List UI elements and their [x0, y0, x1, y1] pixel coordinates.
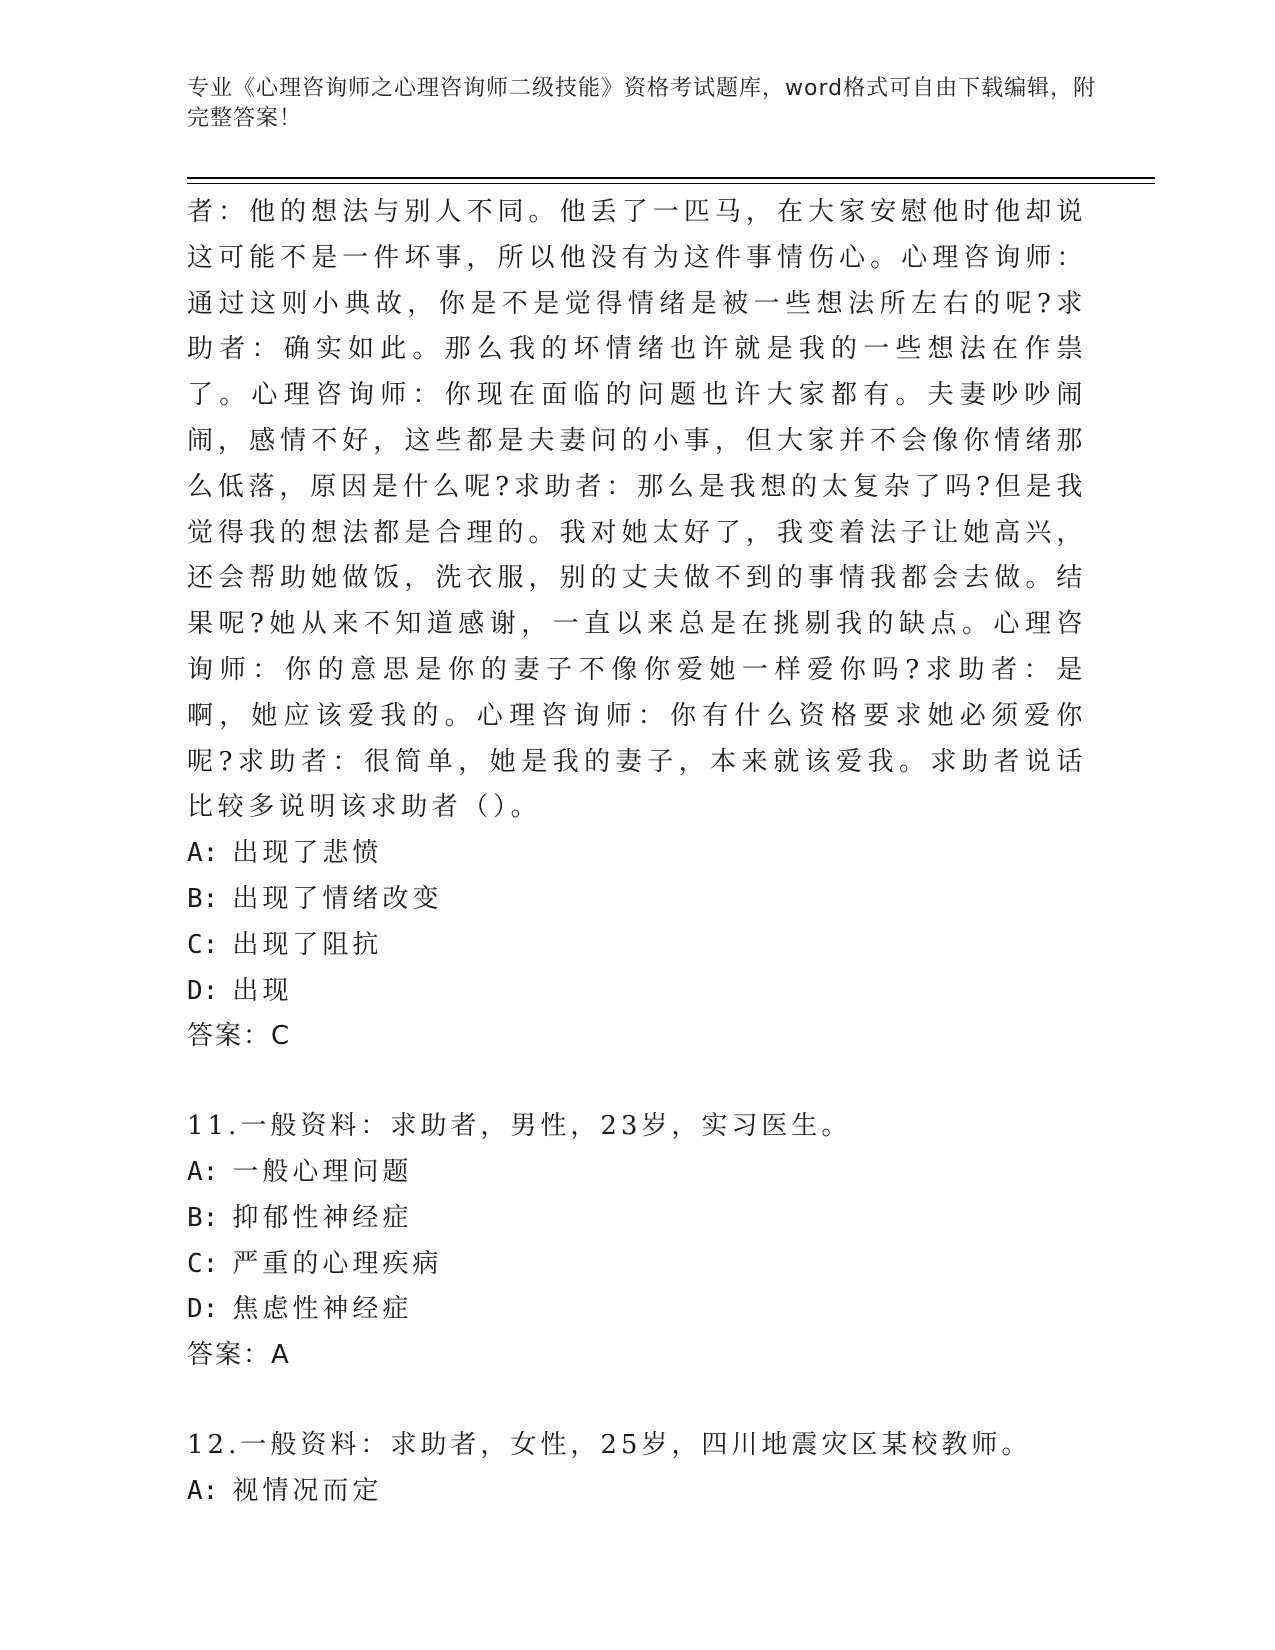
option-letter: D: — [187, 1294, 219, 1325]
option-letter: B: — [187, 1202, 219, 1233]
option-letter: A: — [187, 1156, 219, 1187]
option-text: 抑郁性神经症 — [232, 1202, 413, 1233]
option-text: 出现 — [232, 975, 293, 1006]
option-text: 焦虑性神经症 — [232, 1294, 413, 1325]
option-text: 一般心理问题 — [232, 1156, 413, 1187]
answer-line: 答案：C — [187, 1021, 292, 1052]
option-text: 严重的心理疾病 — [232, 1248, 443, 1279]
option-letter: D: — [187, 975, 219, 1006]
spacer — [187, 1060, 1087, 1104]
spacer — [187, 1379, 1087, 1423]
option-b — [187, 877, 1087, 923]
option-d — [187, 969, 1087, 1015]
option-letter: B: — [187, 883, 219, 914]
option-c — [187, 923, 1087, 969]
option-text: 视情况而定 — [232, 1475, 383, 1506]
question-stem: 12.一般资料：求助者，女性，25岁，四川地震灾区某校教师。 — [187, 1429, 1032, 1460]
option-letter: C: — [187, 929, 219, 960]
question-10 — [187, 190, 1087, 1060]
option-c — [187, 1242, 1087, 1288]
option-b — [187, 1196, 1087, 1242]
option-text: 出现了悲愤 — [232, 838, 383, 869]
header-text: 专业《心理咨询师之心理咨询师二级技能》资格考试题库，word格式可自由下载编辑，附完整答案！ — [187, 76, 1097, 131]
option-d — [187, 1287, 1087, 1333]
option-letter: A: — [187, 838, 219, 869]
question-stem: 11.一般资料：求助者，男性，23岁，实习医生。 — [187, 1111, 852, 1142]
question-stem: 者：他的想法与别人不同。他丢了一匹马，在大家安慰他时他却说这可能不是一件坏事，所以他没有为这件事情伤心。心理咨询师：通过这则小典故，你是不是觉得情绪是被一些想法所左右的呢?求助者：确实如此。那么我的坏情绪也许就是我的一些想法在作祟了。心理咨询师：你现在面临的问题也许大家都有。夫妻吵吵闹闹，感情不好，这些都是夫妻问的小事，但大家并不会像你情绪那么低落，原因是什么呢?求助者：那么是我想的太复杂了吗?但是我觉得我的想法都是合理的。我对她太好了，我变着法子让她高兴，还会帮助她做饭，洗衣服，别的丈夫做不到的事情我都会去做。结果呢?她从来不知道感谢，一直以来总是在挑剔我的缺点。心理咨询师：你的意思是你的妻子不像你爱她一样爱你吗?求助者：是啊，她应该爱我的。心理咨询师：你有什么资格要求她必须爱你呢?求助者：很简单，她是我的妻子，本来就该爱我。求助者说话比较多说明该求助者（）。 — [187, 197, 1087, 823]
question-11 — [187, 1104, 1087, 1379]
option-text: 出现了情绪改变 — [232, 883, 443, 914]
option-a — [187, 1150, 1087, 1196]
option-a — [187, 1469, 1087, 1515]
option-letter: C: — [187, 1248, 219, 1279]
header-divider-thin — [187, 183, 1155, 184]
document-header — [187, 74, 1107, 134]
document-body — [187, 190, 1087, 1515]
question-12 — [187, 1423, 1087, 1515]
answer-line: 答案：A — [187, 1340, 291, 1371]
option-letter: A: — [187, 1475, 219, 1506]
header-divider-thick — [187, 177, 1155, 179]
option-a — [187, 831, 1087, 877]
option-text: 出现了阻抗 — [232, 929, 383, 960]
